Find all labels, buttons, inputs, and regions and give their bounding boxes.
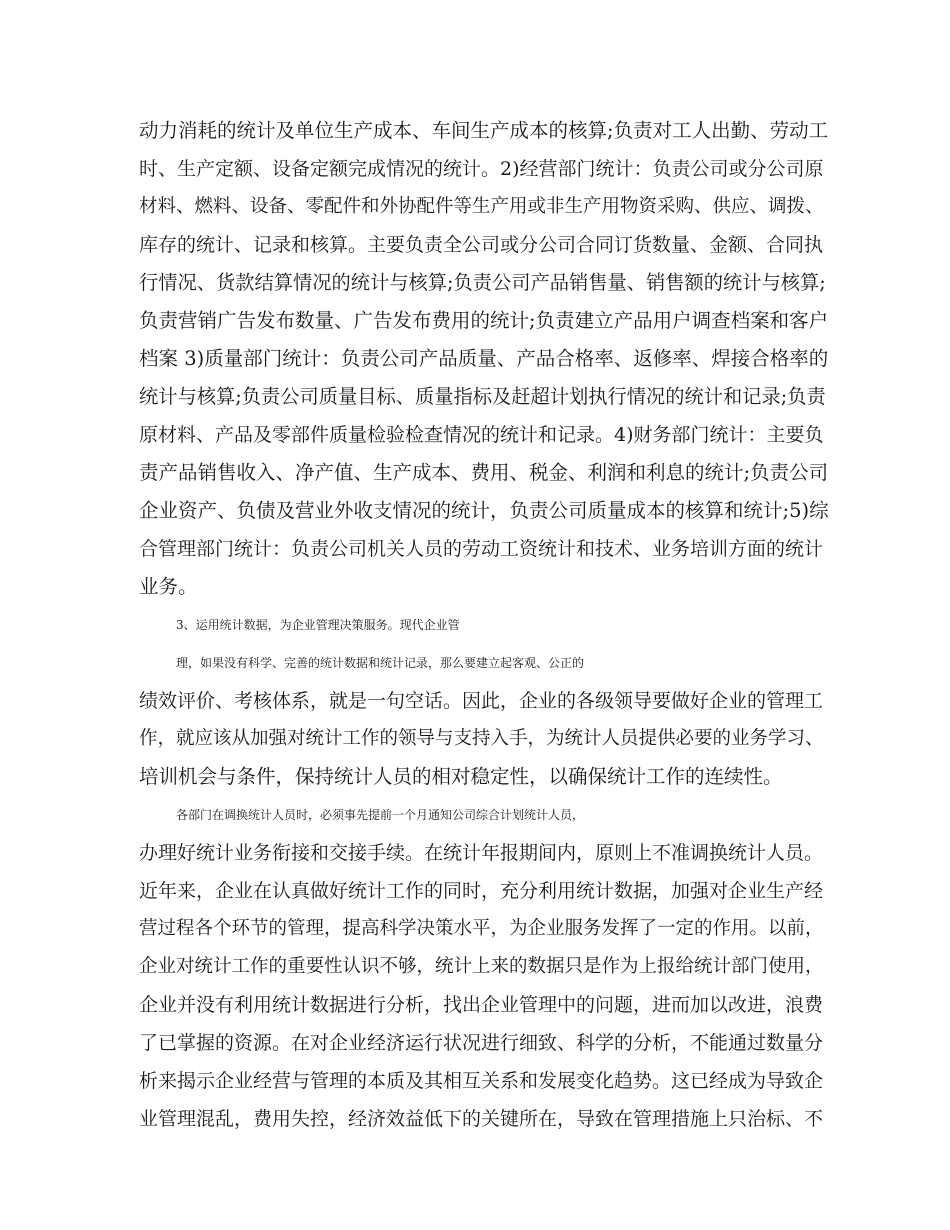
text-line: 办理好统计业务衔接和交接手续。在统计年报期间内，原则上不准调换统计人员。: [139, 842, 824, 864]
text-line: 动力消耗的统计及单位生产成本、车间生产成本的核算;负责对工人出勤、劳动工: [139, 119, 829, 142]
text-line: 了已掌握的资源。在对企业经济运行状况进行细致、科学的分析，不能通过数量分: [139, 1032, 824, 1054]
text-line: 行情况、货款结算情况的统计与核算;负责公司产品销售量、销售额的统计与核算;: [139, 271, 826, 294]
text-line: 责产品销售收入、净产值、生产成本、费用、税金、利润和利息的统计;负责公司: [139, 461, 829, 484]
text-line: 营过程各个环节的管理，提高科学决策水平，为企业服务发挥了一定的作用。以前，: [139, 918, 824, 939]
text-line: 原材料、产品及零部件质量检验检查情况的统计和记录。4)财务部门统计：主要负: [139, 424, 824, 446]
text-line: 近年来，企业在认真做好统计工作的同时，充分利用统计数据，加强对企业生产经: [139, 880, 824, 902]
text-line: 作，就应该从加强对统计工作的领导与支持入手，为统计人员提供必要的业务学习、: [139, 728, 824, 749]
text-line: 材料、燃料、设备、零配件和外协配件等生产用或非生产用物资采购、供应、调拨、: [139, 196, 824, 217]
text-line: 业管理混乱，费用失控，经济效益低下的关键所在，导致在管理措施上只治标、不: [139, 1108, 824, 1130]
text-line: 3、运用统计数据，为企业管理决策服务。现代企业管: [176, 618, 460, 632]
text-line: 企业并没有利用统计数据进行分析，找出企业管理中的问题，进而加以改进，浪费: [139, 994, 824, 1016]
text-line: 各部门在调换统计人员时，必须事先提前一个月通知公司综合计划统计人员，: [176, 808, 585, 822]
text-line: 绩效评价、考核体系，就是一句空话。因此，企业的各级领导要做好企业的管理工: [139, 690, 824, 712]
text-line: 负责营销广告发布数量、广告发布费用的统计;负责建立产品用户调查档案和客户: [139, 309, 829, 332]
text-line: 企业对统计工作的重要性认识不够，统计上来的数据只是作为上报给统计部门使用，: [139, 956, 824, 977]
body-text: [139, 112, 829, 1138]
text-line: 档案 3)质量部门统计：负责公司产品质量、产品合格率、返修率、焊接合格率的: [139, 347, 829, 370]
text-line: 合管理部门统计：负责公司机关人员的劳动工资统计和技术、业务培训方面的统计: [139, 538, 824, 560]
text-line: 业务。: [139, 575, 198, 598]
text-line: 培训机会与条件，保持统计人员的相对稳定性，以确保统计工作的连续性。: [139, 765, 783, 788]
text-line: 析来揭示企业经营与管理的本质及其相互关系和发展变化趋势。这已经成为导致企: [139, 1070, 824, 1092]
text-line: 时、生产定额、设备定额完成情况的统计。2)经营部门统计：负责公司或分公司原: [139, 158, 824, 180]
text-line: 企业资产、负债及营业外收支情况的统计，负责公司质量成本的核算和统计;5)综: [139, 499, 829, 522]
text-line: 库存的统计、记录和核算。主要负责全公司或分公司合同订货数量、金额、合同执: [139, 234, 824, 256]
text-line: 理，如果没有科学、完善的统计数据和统计记录，那么要建立起客观、公正的: [176, 656, 585, 670]
text-line: 统计与核算;负责公司质量目标、质量指标及赶超计划执行情况的统计和记录;负责: [139, 385, 826, 408]
